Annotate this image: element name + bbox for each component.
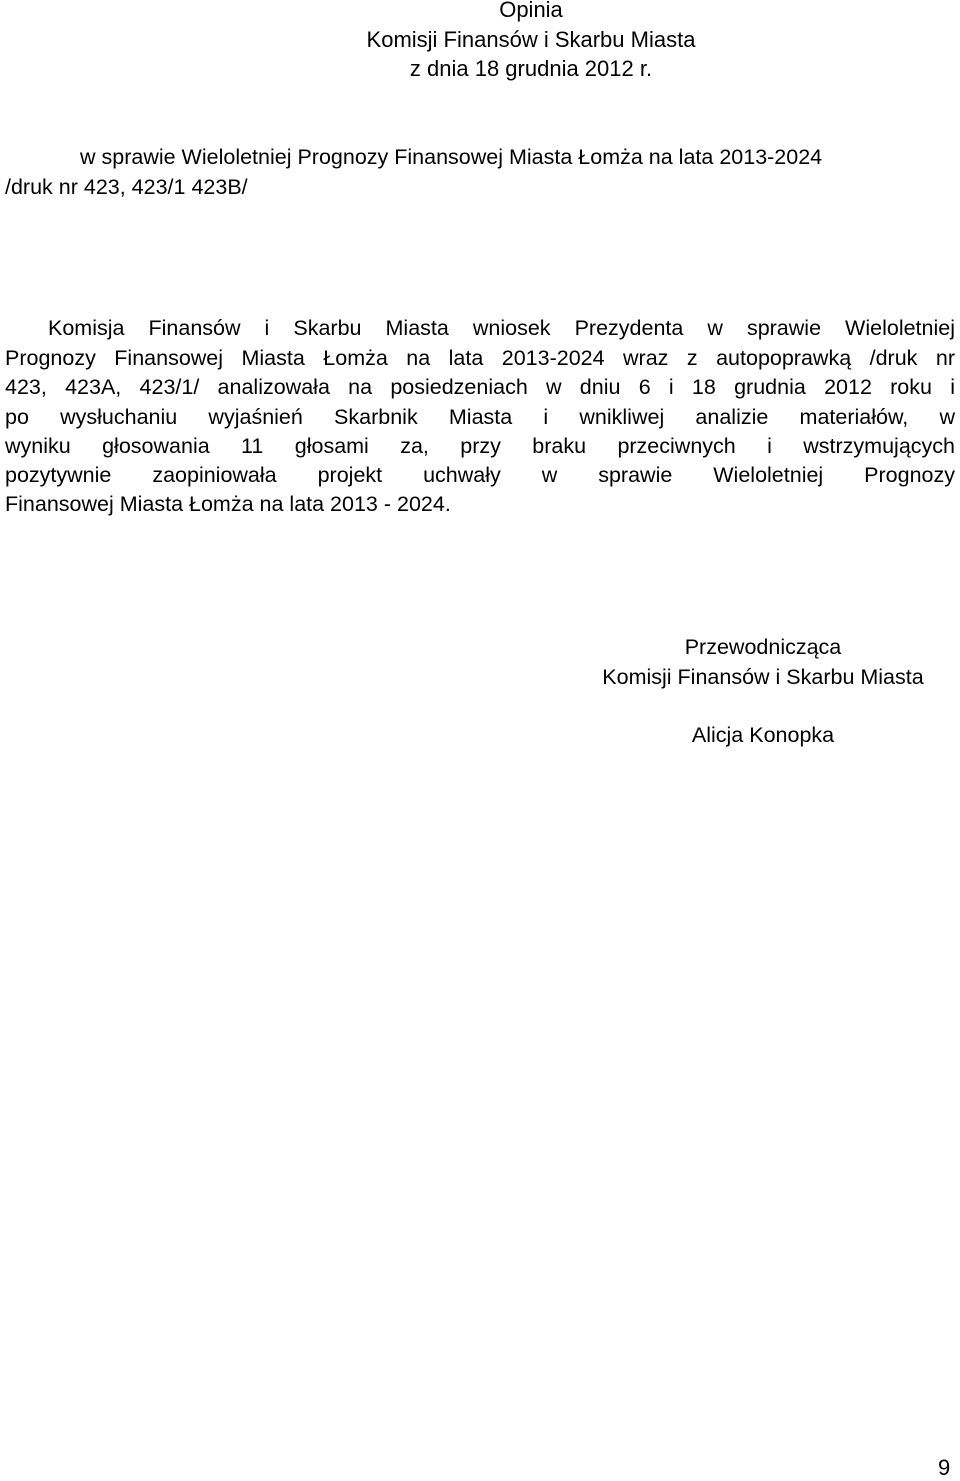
signatory-role: Przewodnicząca — [684, 635, 842, 659]
issuing-committee: Komisji Finansów i Skarbu Miasta — [366, 27, 696, 52]
page-number: 9 — [938, 1455, 951, 1480]
paragraph-line: po wysłuchaniu wyjaśnień Skarbnik Miasta i wnikliwej analizie materiałów, w — [5, 405, 955, 429]
document-type: Opinia — [499, 0, 563, 22]
signatory-name: Alicja Konopka — [691, 723, 835, 747]
paragraph-line: wyniku głosowania 11 głosami za, przy braku przeciwnych i wstrzymujących — [5, 434, 955, 458]
paragraph-line: Finansowej Miasta Łomża na lata 2013 - 2024. — [5, 492, 451, 516]
signatory-committee: Komisji Finansów i Skarbu Miasta — [602, 665, 924, 689]
subject-line: /druk nr 423, 423/1 423B/ — [5, 175, 248, 199]
paragraph-line: Komisja Finansów i Skarbu Miasta wniosek Prezydenta w sprawie Wieloletniej — [48, 316, 955, 340]
paragraph-line: pozytywnie zaopiniowała projekt uchwały w sprawie Wieloletniej Prognozy — [5, 463, 955, 487]
paragraph-line: Prognozy Finansowej Miasta Łomża na lata 2013-2024 wraz z autopoprawką /druk nr — [5, 346, 955, 370]
document-date: z dnia 18 grudnia 2012 r. — [409, 56, 653, 81]
paragraph-line: 423, 423A, 423/1/ analizowała na posiedzeniach w dniu 6 i 18 grudnia 2012 roku i — [5, 375, 955, 399]
subject-line: w sprawie Wieloletniej Prognozy Finansowej Miasta Łomża na lata 2013-2024 — [80, 145, 823, 169]
